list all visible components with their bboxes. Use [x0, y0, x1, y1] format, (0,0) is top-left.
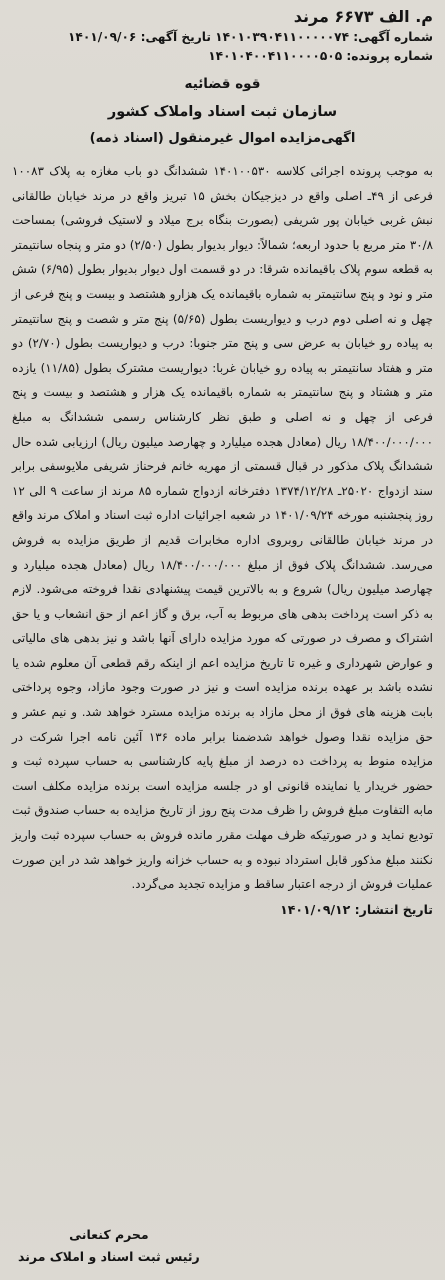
ad-number: شماره آگهی: ۱۴۰۱۰۳۹۰۴۱۱۰۰۰۰۰۷۴ تاریخ آگهی: ۱۴۰۱/۰۹/۰۶ [67, 30, 433, 44]
heading-organization: سازمان ثبت اسناد واملاک کشور [107, 104, 338, 120]
signer-name: محرم کنعانی [69, 1227, 149, 1242]
notice-code: م. الف ۶۶۷۳ مرند [293, 7, 433, 26]
heading-judiciary: قوه قضائیه [184, 76, 261, 92]
signer-title: رئیس ثبت اسناد و املاک مرند [18, 1249, 200, 1264]
publish-date: تاریخ انتشار: ۱۴۰۱/۰۹/۱۲ [280, 901, 433, 917]
heading-notice-title: اگهی‌مزایده اموال غیرمنقول (اسناد ذمه) [89, 131, 356, 146]
notice-body: به موجب پرونده اجرائی کلاسه ۱۴۰۱۰۰۵۳۰ ششدانگ دو باب مغازه به پلاک ۱۰۰۸۳ فرعی از ۴۹ـ اصلی واقع در دیزجیکان بخش ۱۵ تبریز واقع در مرند خیابان طالقانی نبش غربی خیابان پور شریفی (بصورت بنگاه برج میلاد و لاستیک فروشی) بمساحت ۳۰/۸ متر مربع با حدود اربعه؛ شمالاً: دیوار بدیوار بطول (۲/۵۰) دو متر و پنجاه سانتیمتر به قطعه سوم پلاک باقیمانده شرقا: در دو قسمت اول دیوار بدیوار بطول (۶/۹۵) شش متر و نود و پنج سانتیمتر به شماره باقیمانده یک هزارو هشتصد و بیست و پنج فرعی از چهل و نه اصلی دوم درب و دیواریست بطول (۵/۶۵) پنج متر و شصت و پنج سانتیمتر به پیاده رو خیابان به عرض سی و پنج متر جنوبا: درب و دیواریست بطول (۲/۷۰) دو متر و هفتاد سانتیمتر به پیاده رو خیابان غربا: دیواریست مشترک بطول (۱۱/۸۵) یازده متر و هشتاد و پنج سانتیمتر به شماره باقیمانده یک هزار و هشتصد و بیست و پنج فرعی از چهل و نه اصلی و طبق نظر کارشناس رسمی ششدانگ به مبلغ ۱۸/۴۰۰/۰۰۰/۰۰۰ ریال (معادل هجده میلیارد و چهارصد میلیون ریال) ارزیابی شده حال ششدانگ پلاک مذکور در قبال قسمتی از مهریه خانم فرحناز شریفی ملایوسفی برابر سند ازدواج ۲۵۰۲۰ـ ۱۳۷۴/۱۲/۲۸ دفترخانه ازدواج شماره ۸۵ مرند از ساعت ۹ الی ۱۲ روز پنجشنبه مورخه ۱۴۰۱/۰۹/۲۴ در شعبه اجرائیات اداره ثبت اسناد و املاک مرند واقع در مرند خیابان طالقانی روبروی اداره مخابرات قدیم از طریق مزایده به فروش می‌رسد. ششدانگ پلاک فوق از مبلغ ۱۸/۴۰۰/۰۰۰/۰۰۰ ریال (معادل هجده میلیارد و چهارصد میلیون ریال) شروع و به بالاترین قیمت پیشنهادی نقدا فروخته می‌شود. لازم به ذکر است پرداخت بدهی های مربوط به آب، برق و گاز اعم از حق انشعاب و یا حق اشتراک و مصرف در صورتی که مورد مزایده دارای آنها باشد و نیز بدهی های مالیاتی و عوارض شهرداری و غیره تا تاریخ مزایده اعم از اینکه رقم قطعی آن معلوم شده یا نشده باشد بر عهده برنده مزایده است و نیز در صورت وجود مازاد، وجوه پرداختی بابت هزینه های فوق از محل مازاد به برنده مزایده مسترد خواهد شد. و نیم عشر و حق مزایده نقدا وصول خواهد شدضمنا برابر ماده ۱۳۶ آئین نامه اجرا شرکت در مزایده منوط به پرداخت ده درصد از مبلغ پایه کارشناسی به حساب سپرده ثبت و حضور خریدار یا نماینده قانونی او در جلسه مزایده است برنده مزایده مکلف است مابه التفاوت مبلغ فروش را ظرف مدت پنج روز از تاریخ مزایده به حساب صندوق ثبت تودیع نماید و در صورتیکه ظرف مهلت مقرر مانده فروش به حساب سپرده ثبت واریز نکنند مبلغ مذکور قابل استرداد نبوده و به حساب خزانه واریز خواهد شد در این صورت عملیات فروش از درجه اعتبار ساقط و مزایده تجدید می‌گردد. [12, 164, 434, 892]
case-number: شماره پرونده: ۱۴۰۱۰۴۰۰۴۱۱۰۰۰۰۵۰۵ [208, 49, 433, 63]
signature-block [18, 1224, 200, 1268]
